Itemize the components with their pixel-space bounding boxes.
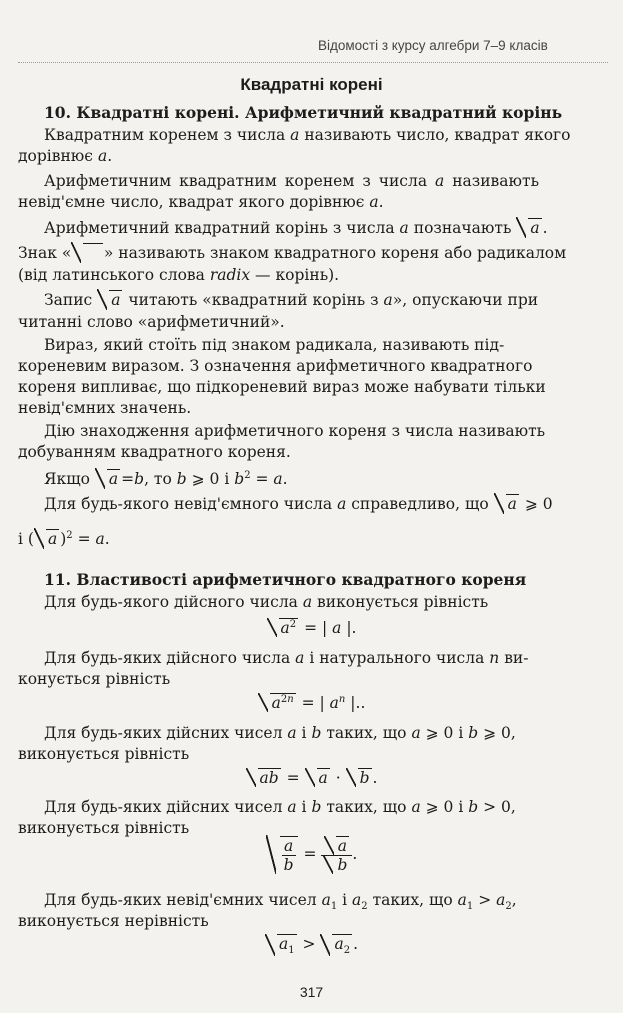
text-line: конується рівність bbox=[18, 670, 171, 688]
text-line: виконується рівність bbox=[18, 819, 190, 837]
text-line: (від латинського слова radix — корінь). bbox=[18, 266, 340, 284]
text-line: Для будь-яких дійсних чисел a і b таких, що a ⩾ 0 і b ⩾ 0, bbox=[44, 724, 516, 742]
header-divider bbox=[18, 62, 608, 63]
text-line: Для будь-яких невід'ємних чисел $a_1$ і $a_2$ таких, що $a_1 > a_2$, bbox=[44, 891, 517, 913]
text-line: Запис a читають «квадратний корінь з a», опускаючи при bbox=[44, 291, 539, 309]
formula: $a^{2n}$ = | $a^n$ |.. bbox=[0, 694, 623, 712]
text-line: кореневим виразом. З означення арифметичного квадратного bbox=[18, 357, 533, 375]
text-line: Дію знаходження арифметичного кореня з числа називають bbox=[44, 422, 546, 440]
text-line: і ( a )$^2$ = a. bbox=[18, 530, 110, 549]
radical-sign bbox=[71, 243, 103, 263]
running-header: Відомості з курсу алгебри 7–9 класів bbox=[318, 38, 548, 53]
formula: $\frac{a}{b}$ = $\frac{a}{b}$ . bbox=[0, 836, 623, 874]
page-number: 317 bbox=[299, 984, 324, 1000]
text-line: Арифметичним квадратним коренем з числа a називають bbox=[44, 172, 540, 190]
text-line: Знак « » називають знаком квадратного кореня або радикалом bbox=[18, 244, 567, 262]
text-line: добуванням квадратного кореня. bbox=[18, 443, 291, 461]
text-line: виконується нерівність bbox=[18, 912, 209, 930]
text-line: Для будь-яких дійсних чисел a і b таких, що a ⩾ 0 і b > 0, bbox=[44, 798, 516, 816]
formula: $a^2$ = | a |. bbox=[0, 619, 623, 637]
section-title: Квадратні корені bbox=[240, 75, 383, 94]
radical-sign: a bbox=[516, 218, 541, 238]
text-line: Для будь-якого дійсного числа a виконується рівність bbox=[44, 593, 489, 611]
text-line: виконується рівність bbox=[18, 745, 190, 763]
formula: $a_1 > a_2$ . bbox=[0, 935, 623, 956]
text-line: дорівнює a. bbox=[18, 147, 113, 165]
text-line: Вираз, який стоїть під знаком радикала, називають під- bbox=[44, 336, 505, 354]
radical-sign: a bbox=[494, 494, 519, 514]
heading-10: 10. Квадратні корені. Арифметичний квадратний корінь bbox=[44, 103, 563, 122]
text-line: читанні слово «арифметичний». bbox=[18, 313, 285, 331]
heading-11: 11. Властивості арифметичного квадратного кореня bbox=[44, 570, 527, 589]
text-line: кореня випливає, що підкореневий вираз може набувати тільки bbox=[18, 378, 546, 396]
radical-sign: a bbox=[34, 529, 59, 549]
text-line: невід'ємне число, квадрат якого дорівнює a. bbox=[18, 193, 384, 211]
text-line: Арифметичний квадратний корінь з числа a позначають a . bbox=[44, 219, 548, 237]
text-line: Для будь-якого невід'ємного числа a справедливо, що a ⩾ 0 bbox=[44, 495, 553, 513]
text-line: Для будь-яких дійсного числа a і натурального числа n ви- bbox=[44, 649, 529, 667]
text-line: невід'ємних значень. bbox=[18, 399, 192, 417]
text-line: Якщо a =b, то b ⩾ 0 і $b^2 = a$. bbox=[44, 470, 288, 489]
text-line: Квадратним коренем з числа a називають число, квадрат якого bbox=[44, 126, 571, 144]
radical-sign: a bbox=[95, 469, 120, 489]
radical-sign: a bbox=[97, 290, 122, 310]
formula: ab = a · b . bbox=[0, 769, 623, 787]
